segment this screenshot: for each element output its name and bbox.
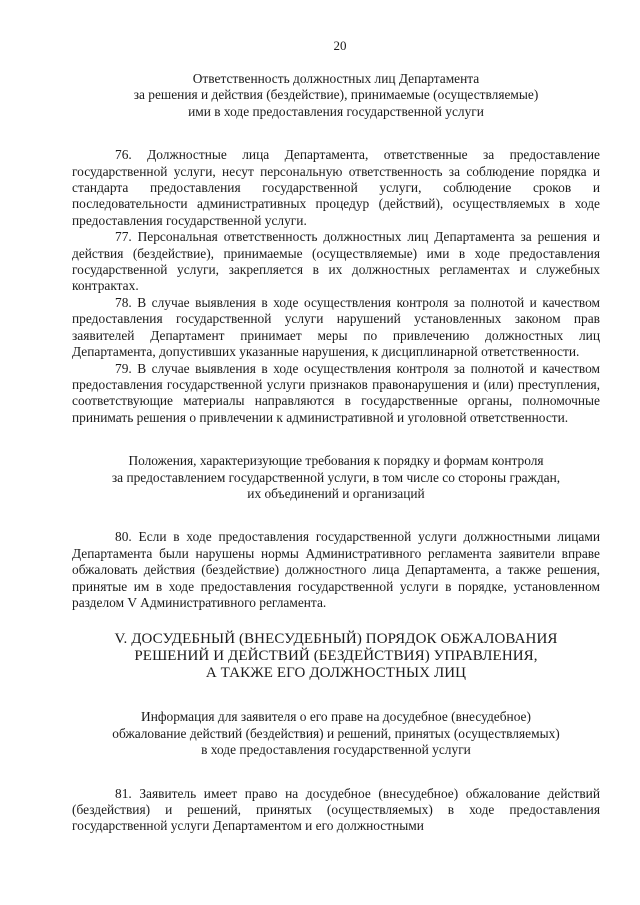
heading-line: обжалование действий (бездействия) и решений, принятых (осуществляемых) [112,725,560,741]
paragraph-76: 76. Должностные лица Департамента, ответственные за предоставление государственной услуги, несут персональную ответственность за соблюдение порядка и стандарта предоставления государственной услуги, соблюдение сроков и последовательности административных процедур (действий), осуществляемых в ходе предоставления государственной услуги. [72,147,600,228]
paragraph-79: 79. В случае выявления в ходе осуществления контроля за полнотой и качеством предоставления государственной услуги признаков правонарушения и (или) преступления, соответствующие материалы направляются в государственные органы, полномочные принимать решения о привлечении к административной и уголовной ответственности. [72,360,600,425]
heading-line: за предоставлением государственной услуги, в том числе со стороны граждан, [111,469,561,485]
heading-line: Информация для заявителя о его праве на досудебное (внесудебное) [141,709,531,725]
section-title-line: А ТАКЖЕ ЕГО ДОЛЖНОСТНЫХ ЛИЦ [205,665,467,682]
paragraph-80: 80. Если в ходе предоставления государственной услуги должностными лицами Департамента были нарушены нормы Административного регламента заявители вправе обжаловать действия (бездействие) должностного лица Департамента, а также решения, принятые им в ходе предоставления государственной услуги в порядке, установленном разделом V Административного регламента. [72,529,600,610]
heading-control-requirements [72,453,600,502]
heading-appeal-info [72,709,600,758]
heading-line: Ответственность должностных лиц Департамента [192,71,480,86]
heading-responsibility [72,71,600,120]
paragraph-78: 78. В случае выявления в ходе осуществления контроля за полнотой и качеством предоставления государственной услуги нарушений установленных законом прав заявителей Департамент принимает меры по привлечению должностных лиц Департамента, допустивших указанные нарушения, к дисциплинарной ответственности. [72,294,600,360]
heading-line: в ходе предоставления государственной услуги [201,742,471,758]
paragraph-77: 77. Персональная ответственность должностных лиц Департамента за решения и действия (бездействие), принимаемые (осуществляемые) ими в ходе предоставления государственной услуги, закрепляется в их должностных регламентах и служебных контрактах. [72,229,600,294]
heading-line: ими в ходе предоставления государственной услуги [188,103,484,119]
heading-line: их объединений и организаций [247,485,425,501]
section-title-line: V. ДОСУДЕБНЫЙ (ВНЕСУДЕБНЫЙ) ПОРЯДОК ОБЖАЛОВАНИЯ [114,631,558,648]
section-title-line: РЕШЕНИЙ И ДЕЙСТВИЙ (БЕЗДЕЙСТВИЯ) УПРАВЛЕНИЯ, [134,648,538,665]
paragraph-81: 81. Заявитель имеет право на досудебное (внесудебное) обжалование действий (бездействия) и решений, принятых (осуществляемых) в ходе предоставления государственной услуги Департаментом и его должностными [72,785,600,834]
section-v-title [72,631,600,682]
page-number: 20 [333,38,347,53]
heading-line: за решения и действия (бездействие), принимаемые (осуществляемые) [133,87,539,103]
heading-line: Положения, характеризующие требования к порядку и формам контроля [128,453,544,469]
